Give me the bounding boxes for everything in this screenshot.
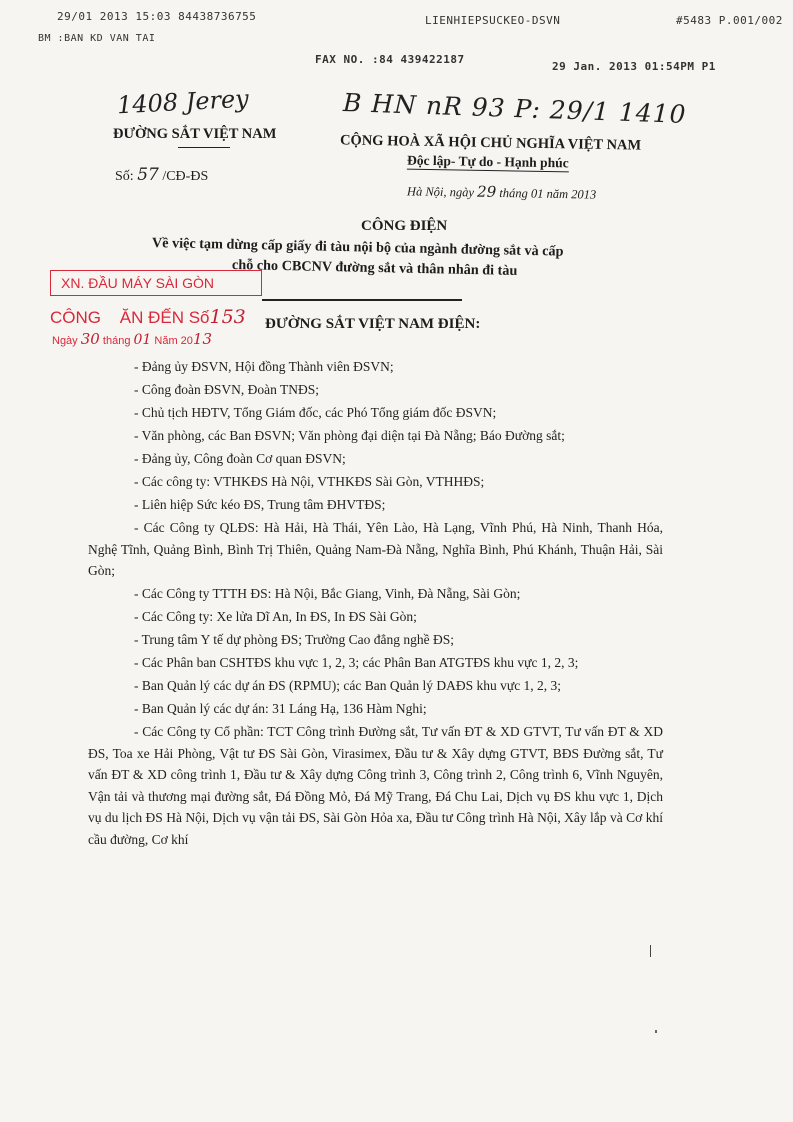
- list-item: - Các Công ty Cổ phần: TCT Công trình Đường sắt, Tư vấn ĐT & XD GTVT, Tư vấn ĐT & XD ĐS, Toa xe Hải Phòng, Vật tư ĐS Sài Gòn, Virasimex, Đầu tư & Xây dựng GTVT, BĐS Đường sắt, Tư vấn ĐT & XD công trình 1, Đầu tư & Xây dựng Công trình 3, Công trình 2, Công trình 6, Vĩnh Nguyên, Vận tải và thương mại đường sắt, Đá Đồng Mỏ, Đá Mỹ Trang, Đá Chu Lai, Dịch vụ ĐS khu vực 1, Dịch vụ du lịch ĐS Hà Nội, Dịch vụ vận tải ĐS, Sài Gòn Hỏa xa, Đầu tư Công trình Hà Nội, Xây lắp và Cơ khí cầu đường, Cơ khí: [88, 724, 663, 847]
- list-item: - Các công ty: VTHKĐS Hà Nội, VTHKĐS Sài Gòn, VTHHĐS;: [134, 474, 485, 489]
- handwritten-sender-note: 1408 Jerey: [116, 84, 250, 120]
- list-item: - Các Công ty QLĐS: Hà Hải, Hà Thái, Yên Lào, Hà Lạng, Vĩnh Phú, Hà Ninh, Thanh Hóa, Nghệ Tĩnh, Quảng Bình, Bình Trị Thiên, Quảng Nam-Đà Nẵng, Nghĩa Bình, Phú Khánh, Thuận Hải, Sài Gòn;: [88, 520, 663, 578]
- republic-motto: Độc lập- Tự do - Hạnh phúc: [406, 152, 569, 171]
- fax-page-number: #5483 P.001/002: [676, 14, 783, 27]
- scan-mark: [650, 945, 651, 957]
- subject-line-1: Về việc tạm dừng cấp giấy đi tàu nội bộ của ngành đường sắt và cấp: [151, 235, 564, 260]
- addressee: ĐƯỜNG SẮT VIỆT NAM ĐIỆN:: [265, 316, 481, 332]
- title-separator: [262, 299, 462, 301]
- received-stamp-org: XN. ĐẦU MÁY SÀI GÒN: [50, 270, 262, 296]
- handwritten-routing-note: B HN nR 93 P: 29/1 1410: [342, 88, 687, 129]
- recipient-list: [88, 356, 663, 852]
- list-item: - Các Công ty: Xe lửa Dĩ An, In ĐS, In ĐS Sài Gòn;: [134, 609, 417, 624]
- list-item: - Chủ tịch HĐTV, Tổng Giám đốc, các Phó Tổng giám đốc ĐSVN;: [134, 405, 497, 420]
- fax-from-line: BM :BAN KD VAN TAI: [38, 33, 156, 44]
- doc-heading: CÔNG ĐIỆN: [361, 218, 448, 234]
- received-stamp-number: CÔNG ĂN ĐẾN Số153: [50, 306, 246, 328]
- fax-number: FAX NO. :84 439422187: [315, 53, 465, 66]
- place-date: Hà Nội, ngày 29 tháng 01 năm 2013: [406, 182, 597, 202]
- scan-mark: [655, 1030, 657, 1033]
- list-item: - Văn phòng, các Ban ĐSVN; Văn phòng đại diện tại Đà Nẵng; Báo Đường sắt;: [134, 428, 565, 443]
- received-stamp-date: Ngày 30 tháng 01 Năm 2013: [52, 330, 213, 348]
- fax-received-stamp: 29 Jan. 2013 01:54PM P1: [552, 60, 716, 73]
- fax-datetime: 29/01 2013 15:03 84438736755: [57, 10, 257, 23]
- list-item: - Trung tâm Y tế dự phòng ĐS; Trường Cao đẳng nghề ĐS;: [134, 632, 455, 647]
- issuer-underline: [178, 147, 230, 148]
- republic-name: CỘNG HOÀ XÃ HỘI CHỦ NGHĨA VIỆT NAM: [339, 132, 642, 154]
- list-item: - Đảng ủy ĐSVN, Hội đồng Thành viên ĐSVN;: [134, 359, 394, 374]
- list-item: - Đảng ủy, Công đoàn Cơ quan ĐSVN;: [134, 451, 346, 466]
- subject-line-2: chỗ cho CBCNV đường sắt và thân nhân đi tàu: [231, 257, 518, 279]
- issuer-org: ĐƯỜNG SẮT VIỆT NAM: [113, 126, 277, 142]
- list-item: - Các Công ty TTTH ĐS: Hà Nội, Bắc Giang, Vinh, Đà Nẵng, Sài Gòn;: [134, 586, 521, 601]
- list-item: - Ban Quản lý các dự án: 31 Láng Hạ, 136 Hàm Nghi;: [134, 701, 427, 716]
- list-item: - Các Phân ban CSHTĐS khu vực 1, 2, 3; các Phân Ban ATGTĐS khu vực 1, 2, 3;: [134, 655, 579, 670]
- list-item: - Liên hiệp Sức kéo ĐS, Trung tâm ĐHVTĐS;: [134, 497, 386, 512]
- fax-sender-id: LIENHIEPSUCKEO-DSVN: [425, 14, 561, 27]
- document-number: Số: 57 /CĐ-ĐS: [115, 165, 209, 185]
- list-item: - Công đoàn ĐSVN, Đoàn TNĐS;: [134, 382, 319, 397]
- list-item: - Ban Quản lý các dự án ĐS (RPMU); các Ban Quản lý DAĐS khu vực 1, 2, 3;: [134, 678, 562, 693]
